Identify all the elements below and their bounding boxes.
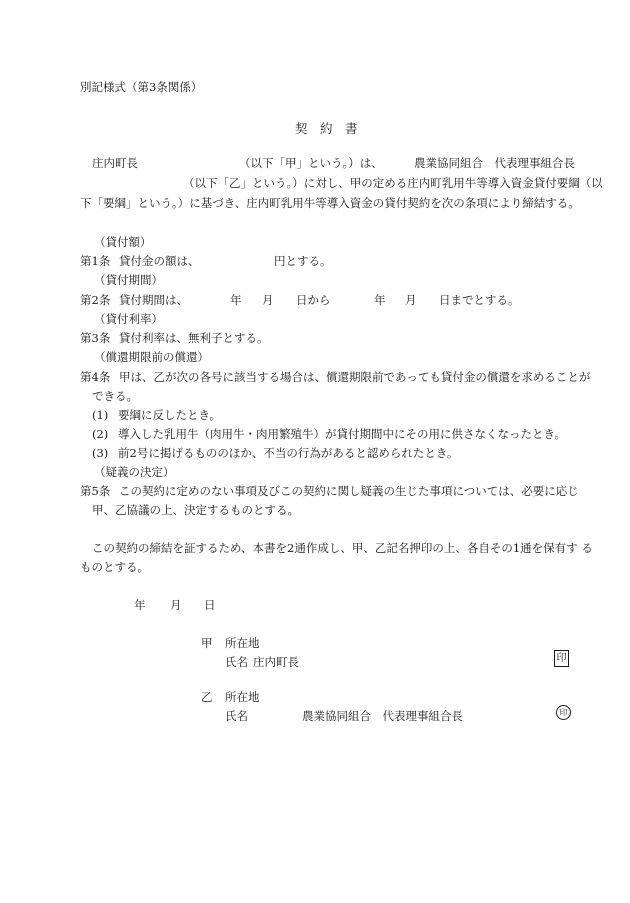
party-a-address-label: 所在地 — [225, 636, 260, 650]
preamble-mayor: 庄内町長 — [92, 156, 138, 170]
article-1-heading: （貸付額） — [94, 235, 152, 249]
party-b-address-label: 所在地 — [225, 690, 260, 704]
date-day: 日 — [204, 598, 216, 612]
article-3-label: 第3条 — [80, 331, 111, 345]
article-4-item-1-text: 要綱に反したとき。 — [118, 408, 222, 422]
article-4-item-2-text: 導入した乳用牛（肉用牛・肉用繁殖牛）が貸付期間中にその用に供さなくなったとき。 — [118, 427, 567, 441]
party-b-mark: 乙 — [201, 690, 213, 704]
article-2-day-to: 日までとする。 — [439, 293, 520, 307]
article-4-heading: （償還期限前の償還） — [94, 350, 209, 364]
article-4-label: 第4条 — [80, 370, 111, 384]
date-year: 年 — [134, 598, 146, 612]
party-b-name-label: 氏名 — [225, 709, 248, 723]
article-5-label: 第5条 — [80, 484, 111, 498]
date-month: 月 — [170, 598, 182, 612]
closing-line-2: ものとする。 — [80, 560, 149, 574]
article-1-text-a: 貸付金の額は、 — [119, 254, 200, 268]
article-2-year-2: 年 — [374, 293, 386, 307]
article-5-heading: （疑義の決定） — [94, 465, 175, 479]
article-1-text-b: 円とする。 — [274, 254, 332, 268]
article-4-text-2: できる。 — [92, 389, 138, 403]
article-5-text-2: 甲、乙協議の上、決定するものとする。 — [92, 503, 299, 517]
article-2-month-1: 月 — [262, 293, 274, 307]
party-a-seal: 印 — [554, 650, 569, 667]
party-a-mark: 甲 — [201, 636, 213, 650]
closing-line-1: この契約の締結を証するため、本書を2通作成し、甲、乙記名押印の上、各自その1通を保有す る — [92, 541, 593, 555]
party-a-name-label: 氏名 — [225, 655, 248, 669]
article-2-text-a: 貸付期間は、 — [119, 293, 188, 307]
article-2-label: 第2条 — [80, 293, 111, 307]
article-4-item-2-num: (2) — [92, 427, 109, 441]
preamble-line3: 下「要綱」という。）に基づき、庄内町乳用牛等導入資金の貸付契約を次の条項により締結する。 — [80, 196, 580, 210]
article-4-item-3-text: 前2号に掲げるもののほか、不当の行為があると認められたとき。 — [118, 446, 459, 460]
article-2-month-2: 月 — [405, 293, 417, 307]
article-3-text: 貸付利率は、無利子とする。 — [119, 331, 269, 345]
preamble-party-a-def: （以下「甲」という。）は、 — [239, 156, 383, 170]
article-2-heading: （貸付期間） — [94, 273, 163, 287]
article-5-text-1: この契約に定めのない事項及びこの契約に関し疑義の生じた事項については、必要に応じ — [119, 484, 579, 498]
article-1-label: 第1条 — [80, 254, 111, 268]
preamble-coop: 農業協同組合 代表理事組合長 — [414, 156, 575, 170]
article-4-item-3-num: (3) — [92, 446, 109, 460]
party-a-name: 庄内町長 — [253, 655, 299, 669]
article-2-year-1: 年 — [230, 293, 242, 307]
article-3-heading: （貸付利率） — [94, 312, 163, 326]
party-b-seal: 印 — [556, 705, 571, 720]
form-note: 別記様式（第3条関係） — [80, 80, 203, 94]
document-title: 契 約 書 — [295, 121, 358, 136]
article-4-item-1-num: (1) — [92, 408, 109, 422]
preamble-line2: （以下「乙」という。）に対し、甲の定める庄内町乳用牛等導入資金貸付要綱（以 — [183, 176, 603, 190]
article-2-day-from: 日から — [296, 293, 331, 307]
article-4-text-1: 甲は、乙が次の各号に該当する場合は、償還期限前であっても貸付金の償還を求めることが — [119, 370, 591, 384]
party-b-name: 農業協同組合 代表理事組合長 — [302, 709, 463, 723]
